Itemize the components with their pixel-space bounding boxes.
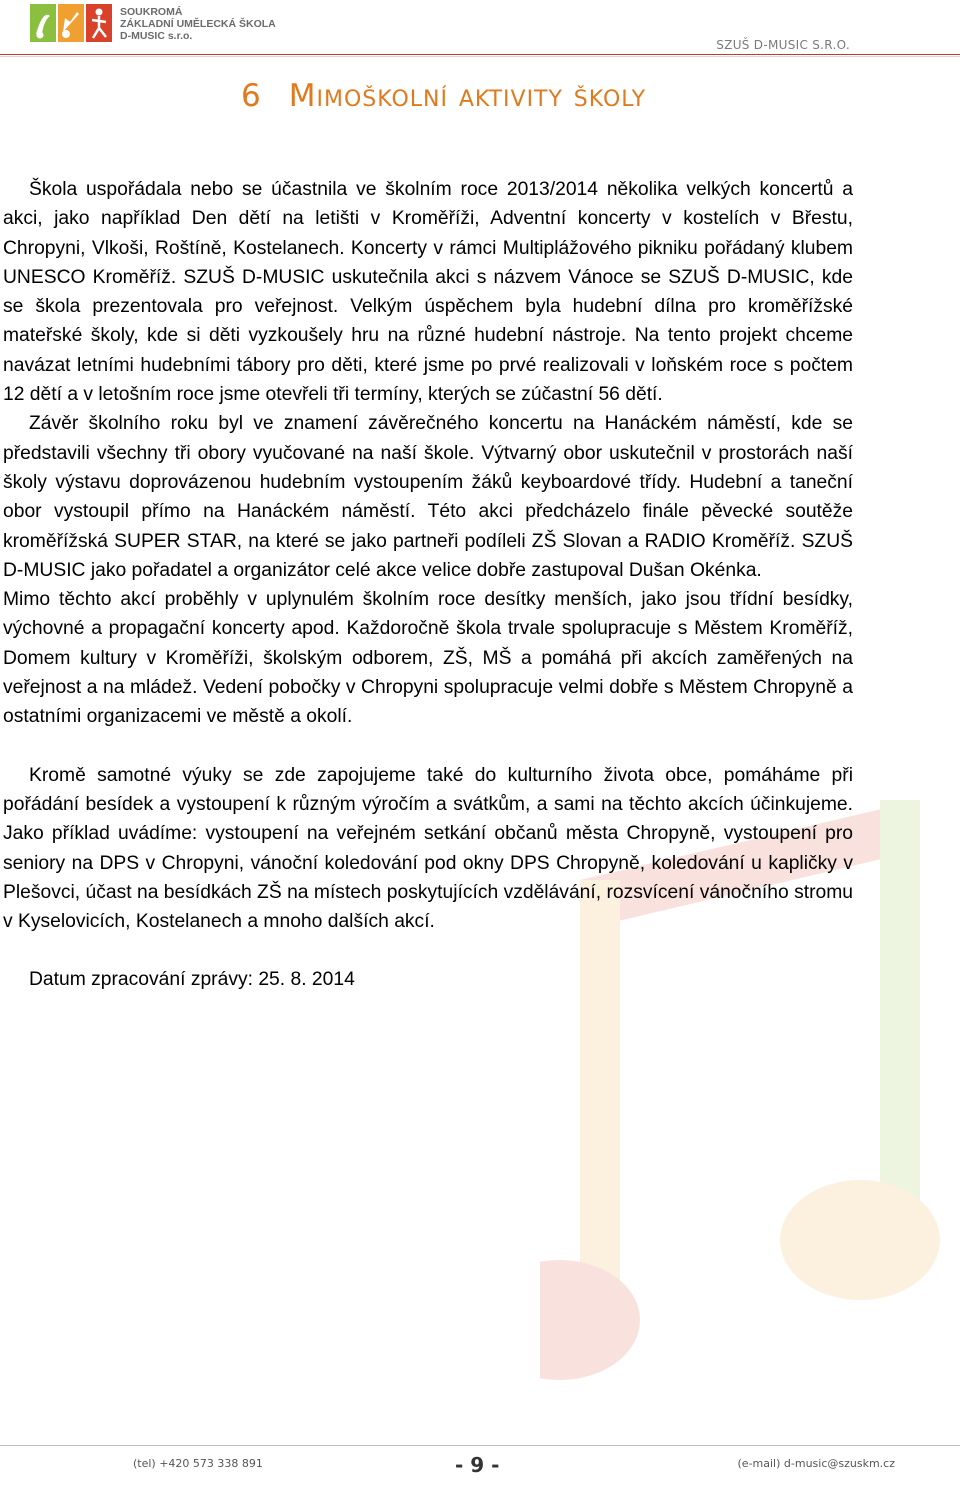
logo-line-2: ZÁKLADNÍ UMĚLECKÁ ŠKOLA [120,18,276,30]
page-footer [0,1445,960,1501]
footer-email: (e-mail) d-music@szuskm.cz [737,1457,895,1470]
logo-text [120,6,276,42]
page-number: - 9 - [455,1453,500,1477]
logo-line-3: D-MUSIC s.r.o. [120,30,193,42]
report-date: Datum zpracování zprávy: 25. 8. 2014 [29,969,355,991]
logo-line-1: SOUKROMÁ [120,6,183,18]
document-body [3,175,853,995]
paragraph-cooperation: Mimo těchto akcí proběhly v uplynulém školním roce desítky menších, jako jsou třídní besídky, výchovné a propagační koncerty apod. Každoročně škola trvale spolupracuje s Městem Kroměříž, Domem kultury v Kroměříži, školským odborem, ZŠ, MŠ a pomáhá při akcích zaměřených na veřejnost a na mládež. Vedení pobočky v Chropyni spolupracuje velmi dobře s Městem Chropyně a ostatními organizacemi ve městě a okolí. [3,589,853,728]
paragraph-community: Kromě samotné výuky se zde zapojujeme také do kulturního života obce, pomáháme při pořádání besídek a vystoupení k různým výročím a svátkům, a sami na těchto akcích účinkujeme. Jako příklad uvádíme: vystoupení na veřejném setkání občanů města Chropyně, vystoupení pro seniory na DPS v Chropyni, vánoční koledování pod okny DPS Chropyně, koledování u kapličky v Plešovci, účast na besídkách ZŠ na místech poskytujících vzdělávání, rozsvícení vánočního stromu v Kyselovicích, Kostelanech a mnoho dalších akcí. [3,764,853,933]
header-school-name: SZUŠ D-MUSIC S.R.O. [716,38,850,52]
paragraph-events: Škola uspořádala nebo se účastnila ve školním roce 2013/2014 několika velkých koncertů a akci, jako například Den dětí na letišti v Kroměříži, Adventní koncerty v kostelích v Břestu, Chropyni, Vlkoši, Roštíně, Kostelanech. Koncerty v rámci Multiplážového pikniku pořádaný klubem UNESCO Kroměříž. SZUŠ D-MUSIC uskutečnila akci s názvem Vánoce se SZUŠ D-MUSIC, kde se škola prezentovala pro veřejnost. Velkým úspěchem byla hudební dílna pro kroměřížské mateřské školy, kde si děti vyzkoušely hru na různé hudební nástroje. Na tento projekt chceme navázat letními hudebními tábory pro děti, které jsme po prvé realizovali v loňském roce s počtem 12 dětí a v letošním roce jsme otevřeli tři termíny, kterých se zúčastní 56 dětí. [3,179,853,406]
music-school-logo-icon [30,4,116,44]
footer-phone: (tel) +420 573 338 891 [133,1457,263,1470]
chapter-heading [241,78,646,114]
header-divider [0,54,960,55]
header-divider-secondary [0,56,960,57]
page-header [0,0,960,60]
chapter-title: Mimoškolní aktivity školy [288,78,647,114]
school-logo [30,4,276,44]
paragraph-final-concert: Závěr školního roku byl ve znamení závěrečného koncertu na Hanáckém náměstí, kde se představili všechny tři obory vyučované na naší škole. Výtvarný obor uskutečnil v prostorách naší školy výstavu doprovázenou hudebním vystoupením žáků keyboardové třídy. Hudební a taneční obor vystoupil přímo na Hanáckém náměstí. Této akci předcházelo finále pěvecké soutěže kroměřížská SUPER STAR, na které se jako partneři podíleli ZŠ Slovan a RADIO Kroměříž. SZUŠ D-MUSIC jako pořadatel a organizátor celé akce velice dobře zastupoval Dušan Okénka. [3,413,853,581]
footer-divider [0,1445,960,1446]
chapter-number: 6 [241,78,261,114]
